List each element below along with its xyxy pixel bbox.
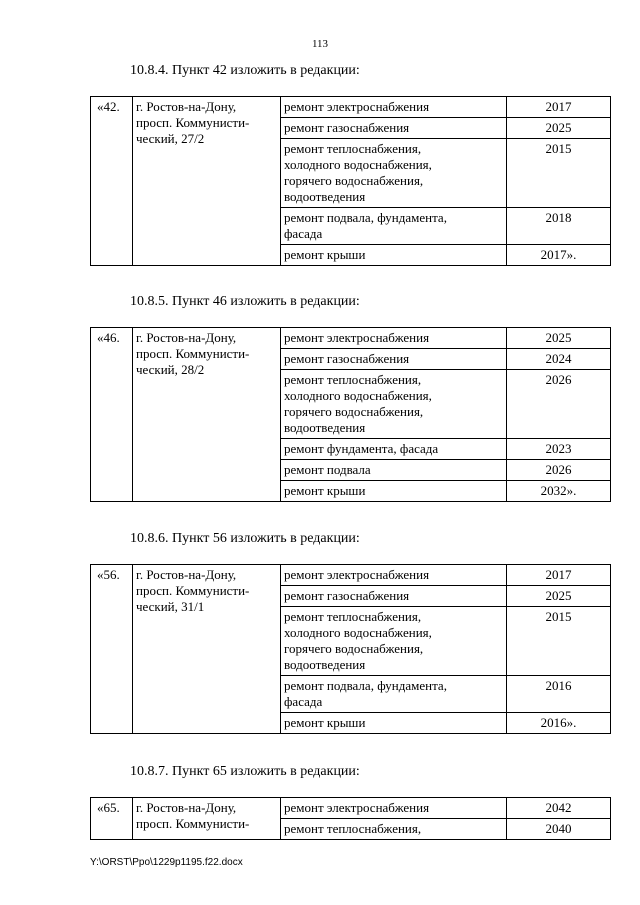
work-line: холодного водоснабжения, xyxy=(284,388,432,403)
work-line: водоотведения xyxy=(284,420,366,435)
work-line: горячего водоснабжения, xyxy=(284,641,424,656)
work-cell: ремонт электроснабжения xyxy=(281,565,507,586)
footer-file-path: Y:\ORST\Ppo\1229p1195.f22.docx xyxy=(90,857,243,868)
year-cell: 2025 xyxy=(507,586,611,607)
item-table xyxy=(90,564,611,734)
address-cell xyxy=(133,97,281,266)
address-line: просп. Коммунисти- xyxy=(136,115,250,130)
year-cell: 2023 xyxy=(507,439,611,460)
address-line: просп. Коммунисти- xyxy=(136,346,250,361)
section-heading: 10.8.7. Пункт 65 изложить в редакции: xyxy=(130,764,360,779)
item-table xyxy=(90,797,611,840)
work-cell xyxy=(281,607,507,676)
work-line: горячего водоснабжения, xyxy=(284,173,424,188)
item-number: «46. xyxy=(91,328,133,502)
year-cell: 2016». xyxy=(507,713,611,734)
year-cell: 2015 xyxy=(507,607,611,676)
work-cell xyxy=(281,139,507,208)
section-heading: 10.8.6. Пункт 56 изложить в редакции: xyxy=(130,531,360,546)
item-table xyxy=(90,327,611,502)
work-cell: ремонт электроснабжения xyxy=(281,328,507,349)
work-cell xyxy=(281,370,507,439)
work-cell xyxy=(281,208,507,245)
work-cell: ремонт фундамента, фасада xyxy=(281,439,507,460)
address-line: ческий, 27/2 xyxy=(136,131,205,146)
item-number: «56. xyxy=(91,565,133,734)
address-line: просп. Коммунисти- xyxy=(136,816,250,831)
work-line: фасада xyxy=(284,694,323,709)
address-cell xyxy=(133,328,281,502)
year-cell: 2025 xyxy=(507,118,611,139)
work-line: ремонт подвала, фундамента, xyxy=(284,678,447,693)
year-cell: 2017 xyxy=(507,97,611,118)
work-line: фасада xyxy=(284,226,323,241)
year-cell: 2026 xyxy=(507,370,611,439)
work-line: холодного водоснабжения, xyxy=(284,157,432,172)
item-number: «42. xyxy=(91,97,133,266)
address-line: г. Ростов-на-Дону, xyxy=(136,330,237,345)
work-cell: ремонт газоснабжения xyxy=(281,586,507,607)
address-line: просп. Коммунисти- xyxy=(136,583,250,598)
work-line: ремонт теплоснабжения, xyxy=(284,372,422,387)
year-cell: 2017 xyxy=(507,565,611,586)
section-heading: 10.8.4. Пункт 42 изложить в редакции: xyxy=(130,63,360,78)
year-cell: 2018 xyxy=(507,208,611,245)
work-cell: ремонт электроснабжения xyxy=(281,97,507,118)
work-line: ремонт теплоснабжения, xyxy=(284,609,422,624)
year-cell: 2017». xyxy=(507,245,611,266)
work-cell: ремонт крыши xyxy=(281,713,507,734)
address-line: ческий, 31/1 xyxy=(136,599,205,614)
work-cell: ремонт теплоснабжения, xyxy=(281,819,507,840)
work-line: холодного водоснабжения, xyxy=(284,625,432,640)
year-cell: 2040 xyxy=(507,819,611,840)
work-cell: ремонт электроснабжения xyxy=(281,798,507,819)
work-line: ремонт подвала, фундамента, xyxy=(284,210,447,225)
year-cell: 2042 xyxy=(507,798,611,819)
work-line: ремонт теплоснабжения, xyxy=(284,141,422,156)
address-line: г. Ростов-на-Дону, xyxy=(136,99,237,114)
work-cell: ремонт газоснабжения xyxy=(281,349,507,370)
year-cell: 2024 xyxy=(507,349,611,370)
item-number: «65. xyxy=(91,798,133,840)
work-cell xyxy=(281,676,507,713)
page-number: 113 xyxy=(311,38,329,50)
work-line: водоотведения xyxy=(284,189,366,204)
work-cell: ремонт крыши xyxy=(281,481,507,502)
year-cell: 2026 xyxy=(507,460,611,481)
address-cell xyxy=(133,565,281,734)
year-cell: 2025 xyxy=(507,328,611,349)
work-cell: ремонт крыши xyxy=(281,245,507,266)
year-cell: 2015 xyxy=(507,139,611,208)
address-line: ческий, 28/2 xyxy=(136,362,205,377)
address-cell xyxy=(133,798,281,840)
year-cell: 2032». xyxy=(507,481,611,502)
year-cell: 2016 xyxy=(507,676,611,713)
work-line: водоотведения xyxy=(284,657,366,672)
address-line: г. Ростов-на-Дону, xyxy=(136,567,237,582)
work-cell: ремонт газоснабжения xyxy=(281,118,507,139)
address-line: г. Ростов-на-Дону, xyxy=(136,800,237,815)
item-table xyxy=(90,96,611,266)
work-line: горячего водоснабжения, xyxy=(284,404,424,419)
work-cell: ремонт подвала xyxy=(281,460,507,481)
section-heading: 10.8.5. Пункт 46 изложить в редакции: xyxy=(130,294,360,309)
